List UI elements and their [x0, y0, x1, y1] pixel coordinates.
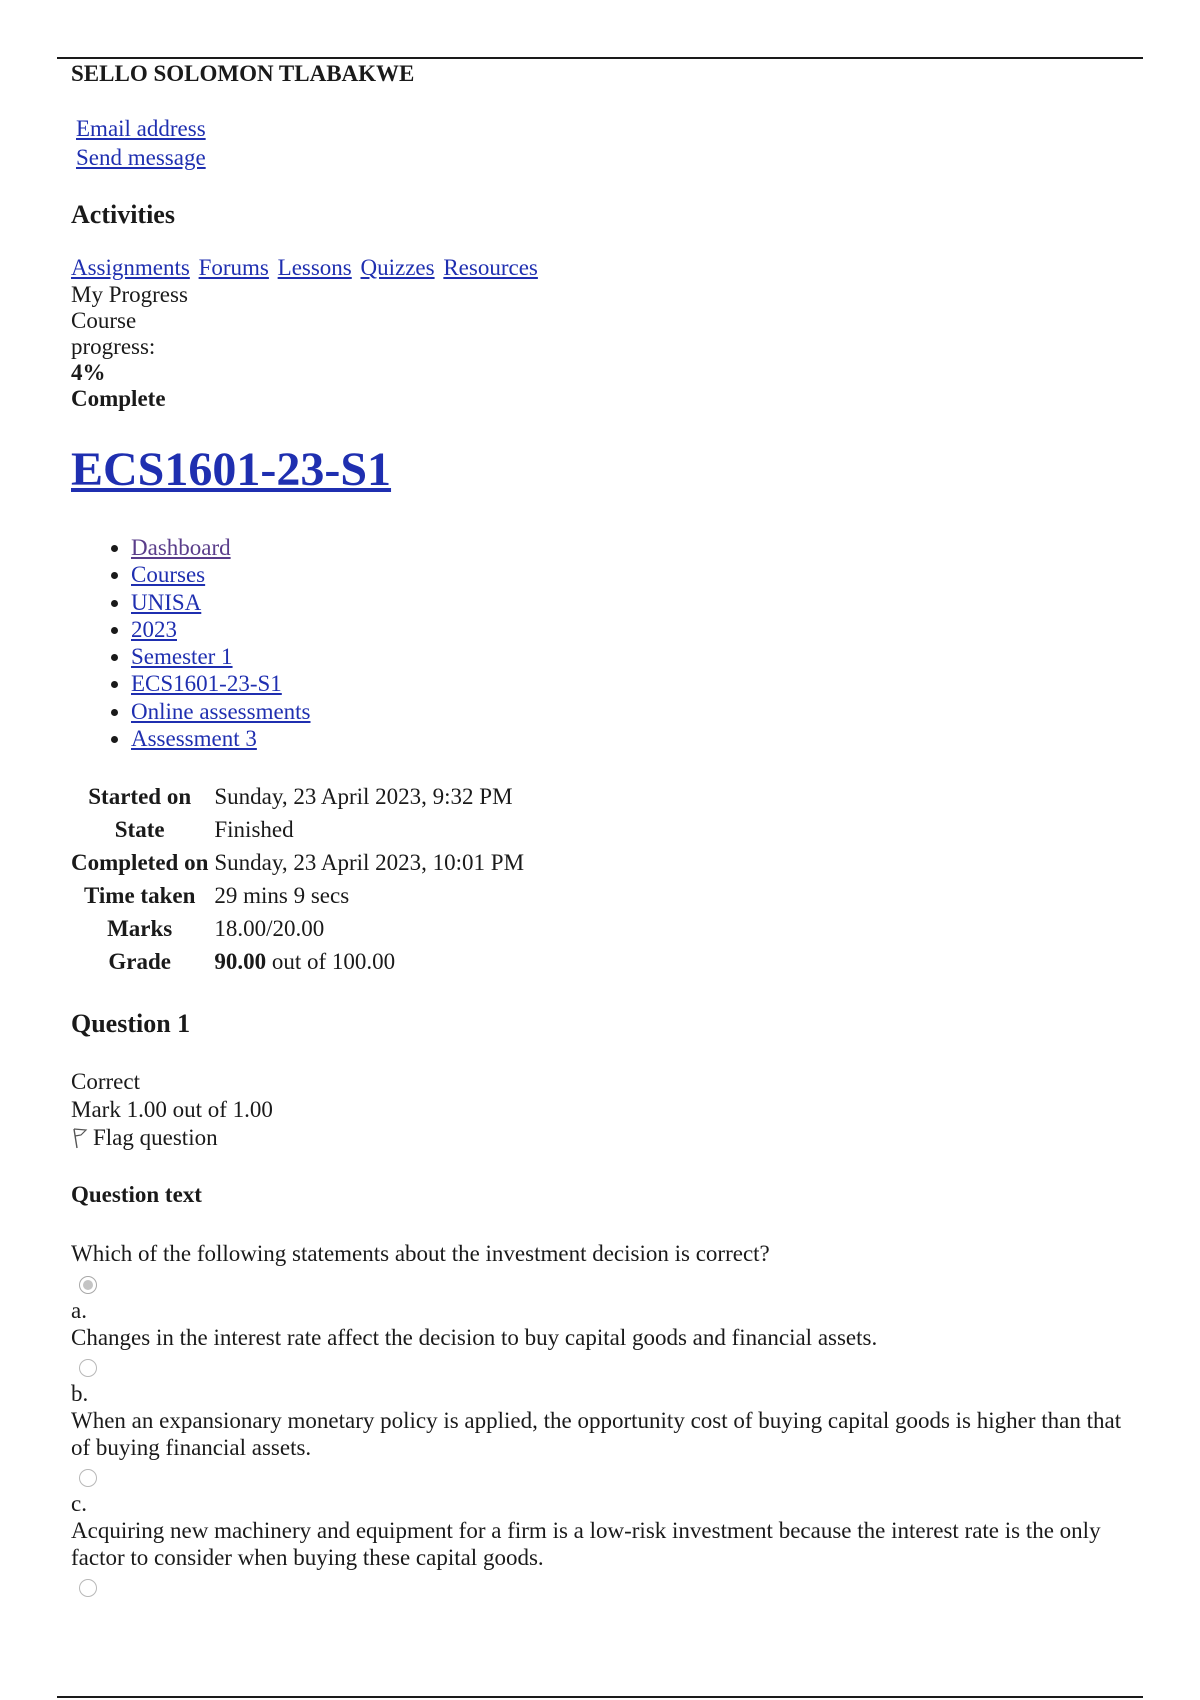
question-mark: Mark 1.00 out of 1.00	[71, 1097, 273, 1123]
state-value: Finished	[214, 817, 294, 843]
option-d	[71, 1579, 1131, 1597]
lessons-link[interactable]: Lessons	[277, 255, 352, 280]
course-title	[71, 442, 1131, 498]
bottom-rule	[57, 1696, 1143, 1698]
breadcrumb-online-assessments-link[interactable]: Online assessments	[131, 698, 311, 724]
breadcrumb-item	[131, 534, 1131, 561]
activities-links	[71, 253, 1131, 282]
progress-label-line2: progress:	[71, 334, 156, 359]
time-taken-value: 29 mins 9 secs	[214, 883, 350, 909]
breadcrumb-item	[131, 616, 1131, 643]
quizzes-link[interactable]: Quizzes	[360, 255, 435, 280]
breadcrumb-unisa-link[interactable]: UNISA	[131, 589, 202, 615]
grade-label: Grade	[108, 949, 171, 975]
marks-value: 18.00/20.00	[214, 916, 325, 942]
progress-block	[71, 282, 1131, 412]
option-a-text: Changes in the interest rate affect the decision to buy capital goods and financial assets.	[71, 1325, 878, 1351]
flag-icon	[71, 1127, 89, 1149]
question-status: Correct	[71, 1069, 140, 1095]
question-title: Question 1	[71, 1009, 191, 1039]
grade-value-cell	[214, 945, 524, 978]
option-c-text: Acquiring new machinery and equipment for a firm is a low-risk investment because the interest rate is the only factor to consider when buying these capital goods.	[71, 1518, 1101, 1571]
time-taken-label: Time taken	[83, 883, 196, 909]
breadcrumb-2023-link[interactable]: 2023	[131, 616, 177, 642]
started-label: Started on	[88, 784, 192, 810]
summary-row-started	[67, 780, 524, 813]
breadcrumb-assessment-link[interactable]: Assessment 3	[131, 726, 257, 752]
breadcrumb-semester-link[interactable]: Semester 1	[131, 644, 233, 670]
flag-question-toggle[interactable]	[71, 1124, 1131, 1152]
option-c-radio[interactable]	[79, 1469, 97, 1487]
breadcrumb-courses-link[interactable]: Courses	[131, 562, 206, 588]
course-title-link[interactable]: ECS1601-23-S1	[71, 443, 392, 496]
option-b-text: When an expansionary monetary policy is applied, the opportunity cost of buying capital goods is higher than that of buying financial assets.	[71, 1408, 1122, 1461]
summary-row-completed	[67, 846, 524, 879]
send-message-link[interactable]: Send message	[76, 145, 206, 170]
progress-label-line1: Course	[71, 308, 137, 333]
started-value: Sunday, 23 April 2023, 9:32 PM	[214, 784, 513, 810]
breadcrumb-item	[131, 698, 1131, 725]
progress-heading: My Progress	[71, 282, 188, 307]
option-b	[71, 1359, 1131, 1461]
option-b-radio[interactable]	[79, 1359, 97, 1377]
summary-row-marks	[67, 912, 524, 945]
option-a-letter: a.	[71, 1298, 87, 1324]
question-info	[71, 1068, 1131, 1152]
option-c-letter: c.	[71, 1491, 87, 1517]
breadcrumb	[71, 534, 1131, 752]
option-b-letter: b.	[71, 1381, 89, 1407]
option-d-radio[interactable]	[79, 1579, 97, 1597]
top-rule	[57, 57, 1143, 59]
user-name: SELLO SOLOMON TLABAKWE	[71, 61, 415, 86]
summary-row-state	[67, 813, 524, 846]
attempt-summary-table	[67, 780, 524, 978]
option-a-radio[interactable]	[79, 1276, 97, 1294]
assignments-link[interactable]: Assignments	[71, 255, 190, 280]
breadcrumb-item	[131, 643, 1131, 670]
answer-options	[71, 1276, 1131, 1597]
grade-value: 90.00	[214, 949, 267, 975]
breadcrumb-course-link[interactable]: ECS1601-23-S1	[131, 671, 282, 697]
breadcrumb-item	[131, 725, 1131, 752]
breadcrumb-item	[131, 561, 1131, 588]
forums-link[interactable]: Forums	[198, 255, 269, 280]
contact-links	[71, 114, 1131, 172]
breadcrumb-dashboard-link[interactable]: Dashboard	[131, 535, 231, 560]
progress-status: Complete	[71, 386, 166, 411]
completed-label: Completed on	[71, 850, 209, 876]
resources-link[interactable]: Resources	[443, 255, 538, 280]
summary-row-time	[67, 879, 524, 912]
breadcrumb-item	[131, 589, 1131, 616]
option-a	[71, 1276, 1131, 1351]
page-content	[71, 60, 1131, 1601]
grade-suffix: out of 100.00	[271, 949, 396, 975]
option-c	[71, 1469, 1131, 1571]
state-label: State	[114, 817, 165, 843]
progress-percent: 4%	[71, 360, 106, 385]
question-text: Which of the following statements about the investment decision is correct?	[71, 1241, 770, 1267]
activities-heading: Activities	[71, 200, 175, 229]
flag-question-label: Flag question	[93, 1125, 218, 1151]
marks-label: Marks	[107, 916, 173, 942]
completed-value: Sunday, 23 April 2023, 10:01 PM	[214, 850, 525, 876]
email-address-link[interactable]: Email address	[76, 116, 206, 141]
breadcrumb-item	[131, 670, 1131, 697]
question-text-heading: Question text	[71, 1182, 202, 1208]
summary-row-grade	[67, 945, 524, 978]
